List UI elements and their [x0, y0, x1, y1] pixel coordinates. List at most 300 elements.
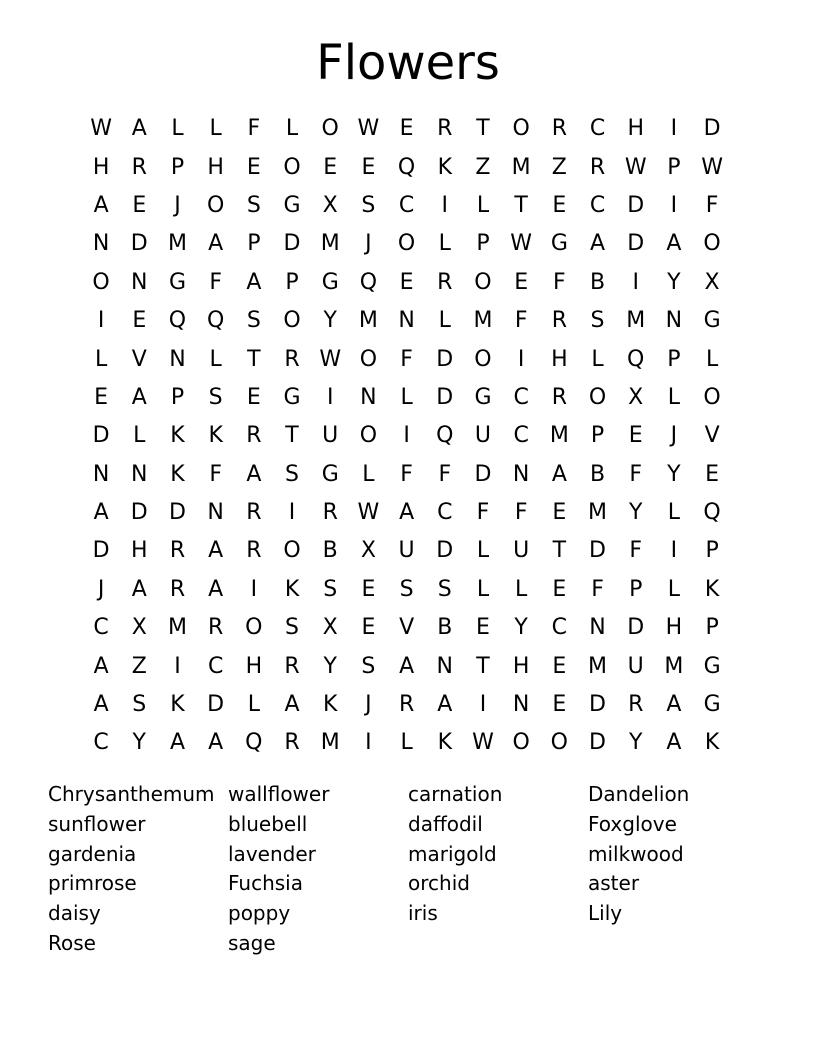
grid-cell: R [284, 730, 300, 756]
word-bank-item: wallflower [228, 782, 330, 806]
grid-cell: V [704, 423, 720, 449]
grid-cell: N [131, 461, 148, 487]
grid-cell: E [628, 423, 643, 449]
grid-cell: E [552, 192, 567, 218]
grid-cell: D [436, 346, 454, 372]
grid-cell: N [131, 269, 148, 295]
grid-cell: G [703, 308, 721, 334]
grid-cell: A [169, 730, 185, 756]
grid-cell: R [551, 116, 567, 142]
grid-cell: V [131, 346, 147, 372]
grid-cell: C [513, 423, 529, 449]
grid-cell: D [589, 692, 606, 718]
grid-cell: F [514, 308, 528, 334]
grid-cell: A [131, 576, 147, 602]
grid-cell: E [514, 269, 529, 295]
grid-cell: E [552, 576, 567, 602]
grid-cell: Z [475, 154, 491, 180]
grid-row [82, 379, 732, 417]
grid-cell: E [552, 692, 567, 718]
grid-row [82, 264, 732, 302]
grid-cell: I [97, 308, 105, 334]
grid-cell: M [167, 231, 187, 257]
grid-cell: L [438, 308, 451, 334]
grid-cell: E [132, 308, 147, 334]
grid-cell: S [323, 576, 338, 602]
grid-cell: S [246, 192, 261, 218]
grid-cell: O [512, 730, 530, 756]
grid-cell: O [588, 384, 607, 410]
grid-cell: L [400, 730, 413, 756]
grid-cell: A [246, 461, 262, 487]
grid-cell: E [552, 653, 567, 679]
grid-row [82, 571, 732, 609]
grid-cell: C [437, 500, 453, 526]
grid-cell: K [170, 423, 185, 449]
grid-cell: O [321, 116, 339, 142]
grid-cell: G [550, 231, 568, 257]
grid-cell: A [93, 653, 109, 679]
grid-cell: W [319, 346, 342, 372]
word-bank-item: Fuchsia [228, 871, 303, 896]
grid-cell: Q [245, 730, 263, 756]
grid-cell: X [628, 384, 644, 410]
grid-cell: L [400, 384, 413, 410]
grid-cell: O [474, 269, 492, 295]
word-bank-item: Chrysanthemum [48, 782, 215, 806]
grid-cell: E [246, 384, 261, 410]
grid-cell: R [169, 576, 186, 602]
grid-cell: L [667, 500, 681, 526]
grid-cell: G [283, 192, 301, 218]
grid-cell: C [93, 615, 109, 641]
grid-cell: D [703, 116, 721, 142]
grid-cell: F [400, 346, 413, 372]
grid-cell: F [209, 461, 222, 487]
grid-cell: K [704, 730, 720, 756]
grid-cell: E [361, 154, 376, 180]
word-bank-item: primrose [48, 871, 137, 896]
grid-cell: W [701, 154, 723, 180]
grid-cell: O [359, 423, 378, 449]
grid-cell: E [705, 461, 720, 487]
grid-cell: J [365, 692, 372, 718]
grid-cell: Q [703, 500, 721, 526]
grid-cell: R [131, 154, 147, 180]
grid-cell: G [703, 692, 721, 718]
grid-cell: L [133, 423, 146, 449]
word-bank-item: Foxglove [588, 811, 677, 836]
grid-cell: W [357, 500, 380, 526]
grid-cell: Q [168, 308, 187, 334]
grid-cell: T [476, 653, 490, 679]
word-bank-item: daffodil [408, 811, 483, 836]
grid-row [82, 302, 732, 340]
grid-cell: L [209, 116, 222, 142]
grid-cell: W [510, 231, 533, 257]
grid-cell: F [514, 500, 528, 526]
grid-cell: L [476, 192, 490, 218]
word-bank-item: iris [408, 901, 438, 926]
grid-cell: M [588, 653, 608, 679]
grid-row [82, 110, 732, 148]
grid-cell: A [208, 231, 224, 257]
grid-cell: B [589, 461, 606, 487]
grid-cell: L [285, 116, 299, 142]
grid-cell: S [361, 192, 376, 218]
grid-cell: P [170, 154, 185, 180]
grid-cell: D [92, 538, 110, 564]
grid-cell: J [97, 576, 105, 602]
word-bank-item: Dandelion [588, 782, 690, 806]
grid-cell: L [362, 461, 375, 487]
grid-row [82, 532, 732, 570]
grid-cell: S [285, 615, 300, 641]
grid-cell: I [517, 346, 525, 372]
grid-cell: N [398, 308, 415, 334]
grid-row [82, 647, 732, 685]
grid-cell: A [399, 500, 415, 526]
grid-cell: A [93, 192, 109, 218]
grid-cell: K [170, 692, 185, 718]
grid-cell: P [476, 231, 490, 257]
grid-cell: A [93, 692, 109, 718]
grid-cell: R [169, 538, 186, 564]
grid-cell: A [437, 692, 453, 718]
word-bank-item: milkwood [588, 841, 684, 866]
grid-cell: U [627, 653, 644, 679]
grid-cell: J [365, 231, 372, 257]
grid-cell: A [208, 730, 224, 756]
grid-cell: P [705, 538, 719, 564]
grid-cell: P [705, 615, 719, 641]
grid-cell: E [476, 615, 490, 641]
grid-cell: T [552, 538, 567, 564]
grid-row [82, 686, 732, 724]
word-bank [48, 780, 788, 959]
grid-cell: E [399, 269, 414, 295]
grid-cell: Q [397, 154, 416, 180]
grid-cell: U [513, 538, 530, 564]
grid-cell: D [436, 538, 454, 564]
grid-cell: D [627, 192, 645, 218]
grid-cell: T [247, 346, 261, 372]
grid-cell: H [665, 615, 683, 641]
grid-cell: R [246, 500, 262, 526]
word-bank-item: Rose [48, 930, 96, 955]
grid-cell: A [246, 269, 262, 295]
grid-cell: A [551, 461, 567, 487]
grid-cell: L [705, 346, 719, 372]
grid-cell: A [666, 692, 682, 718]
grid-cell: Z [131, 653, 147, 679]
grid-cell: A [208, 538, 224, 564]
grid-cell: P [667, 154, 681, 180]
grid-cell: R [551, 308, 567, 334]
grid-cell: E [552, 500, 567, 526]
grid-cell: R [246, 423, 262, 449]
grid-cell: S [361, 653, 376, 679]
grid-cell: H [92, 154, 110, 180]
grid-cell: H [131, 538, 148, 564]
grid-cell: I [670, 538, 678, 564]
grid-cell: O [359, 346, 378, 372]
grid-cell: A [399, 653, 415, 679]
grid-cell: S [132, 692, 147, 718]
grid-cell: H [207, 154, 224, 180]
word-bank-item: gardenia [48, 841, 137, 866]
grid-cell: D [130, 500, 148, 526]
grid-cell: E [361, 615, 376, 641]
grid-cell: C [589, 116, 606, 142]
grid-cell: E [323, 154, 338, 180]
grid-cell: G [474, 384, 492, 410]
word-bank-item: poppy [228, 901, 291, 926]
grid-cell: D [627, 615, 645, 641]
grid-cell: M [473, 308, 493, 334]
letter-grid [82, 110, 732, 763]
word-bank-item: sage [228, 930, 276, 955]
grid-cell: S [208, 384, 223, 410]
grid-cell: N [512, 692, 530, 718]
word-bank-item: marigold [408, 841, 497, 866]
grid-cell: Y [628, 730, 643, 756]
grid-cell: O [245, 615, 263, 641]
grid-cell: F [247, 116, 261, 142]
grid-cell: Y [132, 730, 146, 756]
grid-cell: A [666, 231, 682, 257]
grid-cell: Q [436, 423, 454, 449]
grid-cell: D [474, 461, 492, 487]
grid-cell: N [360, 384, 377, 410]
grid-cell: I [403, 423, 410, 449]
grid-cell: E [399, 116, 414, 142]
grid-cell: M [549, 423, 569, 449]
grid-cell: R [322, 500, 338, 526]
grid-cell: O [474, 346, 492, 372]
grid-cell: J [670, 423, 678, 449]
grid-cell: L [667, 384, 681, 410]
grid-cell: N [92, 231, 110, 257]
grid-cell: I [365, 730, 372, 756]
grid-cell: F [476, 500, 490, 526]
grid-cell: D [589, 730, 606, 756]
grid-cell: Y [323, 653, 337, 679]
grid-cell: F [553, 269, 566, 295]
grid-cell: A [131, 116, 147, 142]
grid-cell: C [589, 192, 606, 218]
grid-cell: K [437, 730, 452, 756]
grid-cell: F [705, 192, 719, 218]
grid-cell: U [322, 423, 339, 449]
grid-cell: P [590, 423, 605, 449]
grid-cell: L [476, 576, 490, 602]
grid-cell: M [320, 730, 340, 756]
grid-cell: F [438, 461, 452, 487]
grid-cell: E [361, 576, 376, 602]
grid-cell: B [589, 269, 606, 295]
grid-cell: Y [667, 461, 681, 487]
grid-cell: K [208, 423, 223, 449]
grid-cell: G [703, 653, 721, 679]
grid-cell: O [92, 269, 110, 295]
grid-cell: Q [627, 346, 645, 372]
grid-cell: L [171, 116, 184, 142]
grid-cell: O [703, 384, 721, 410]
grid-cell: F [629, 538, 643, 564]
grid-cell: F [629, 461, 643, 487]
grid-cell: M [664, 653, 684, 679]
grid-cell: L [209, 346, 222, 372]
grid-cell: X [322, 615, 338, 641]
grid-cell: R [551, 384, 567, 410]
grid-cell: A [208, 576, 224, 602]
grid-cell: I [632, 269, 639, 295]
grid-cell: A [131, 384, 147, 410]
grid-row [82, 724, 732, 762]
grid-cell: R [437, 269, 453, 295]
grid-cell: O [703, 231, 721, 257]
grid-cell: A [93, 500, 109, 526]
grid-cell: O [283, 308, 301, 334]
grid-cell: W [357, 116, 380, 142]
grid-cell: T [514, 192, 528, 218]
grid-cell: Q [359, 269, 378, 295]
grid-cell: W [624, 154, 647, 180]
grid-cell: L [94, 346, 108, 372]
grid-cell: U [474, 423, 492, 449]
grid-cell: E [94, 384, 109, 410]
grid-cell: S [285, 461, 300, 487]
grid-cell: N [92, 461, 110, 487]
grid-cell: N [589, 615, 606, 641]
grid-cell: W [472, 730, 494, 756]
grid-cell: D [627, 231, 645, 257]
grid-cell: D [92, 423, 110, 449]
grid-cell: O [283, 538, 301, 564]
grid-cell: G [321, 269, 339, 295]
grid-cell: S [437, 576, 452, 602]
grid-cell: I [441, 192, 449, 218]
grid-cell: C [513, 384, 529, 410]
grid-cell: D [436, 384, 454, 410]
grid-cell: X [131, 615, 147, 641]
grid-cell: G [321, 461, 339, 487]
grid-cell: E [246, 154, 261, 180]
grid-cell: D [207, 692, 225, 718]
grid-cell: T [285, 423, 299, 449]
grid-row [82, 456, 732, 494]
grid-cell: P [629, 576, 643, 602]
grid-cell: V [399, 615, 415, 641]
grid-cell: K [704, 576, 720, 602]
page-title: Flowers [316, 35, 500, 91]
word-bank-item: orchid [408, 871, 470, 896]
grid-cell: U [398, 538, 415, 564]
word-bank-item: daisy [48, 901, 101, 926]
grid-cell: L [591, 346, 604, 372]
grid-cell: I [174, 653, 181, 679]
grid-cell: N [207, 500, 224, 526]
grid-cell: O [550, 730, 568, 756]
grid-cell: X [322, 192, 338, 218]
grid-cell: F [209, 269, 222, 295]
grid-cell: R [628, 692, 644, 718]
grid-cell: M [167, 615, 187, 641]
grid-cell: O [512, 116, 530, 142]
grid-cell: C [207, 653, 224, 679]
word-bank-item: Lily [588, 901, 623, 926]
grid-cell: D [589, 538, 606, 564]
grid-cell: S [590, 308, 605, 334]
grid-cell: L [438, 231, 451, 257]
grid-cell: B [437, 615, 453, 641]
word-bank-item: bluebell [228, 811, 308, 836]
grid-cell: P [170, 384, 185, 410]
grid-row [82, 494, 732, 532]
grid-cell: H [245, 653, 263, 679]
grid-cell: K [170, 461, 185, 487]
grid-cell: A [666, 730, 682, 756]
grid-row [82, 609, 732, 647]
grid-cell: N [436, 653, 454, 679]
grid-row [82, 187, 732, 225]
grid-cell: W [90, 116, 112, 142]
grid-cell: C [551, 615, 568, 641]
grid-cell: L [247, 692, 260, 718]
grid-row [82, 225, 732, 263]
grid-cell: Y [514, 615, 528, 641]
grid-cell: Y [323, 308, 337, 334]
grid-cell: C [93, 730, 109, 756]
grid-cell: F [400, 461, 413, 487]
word-bank-item: lavender [228, 841, 316, 866]
grid-cell: T [476, 116, 490, 142]
grid-cell: R [398, 692, 415, 718]
grid-cell: P [247, 231, 261, 257]
grid-row [82, 148, 732, 186]
grid-cell: X [704, 269, 720, 295]
grid-cell: N [665, 308, 683, 334]
grid-cell: N [169, 346, 186, 372]
grid-cell: M [588, 500, 608, 526]
grid-cell: I [288, 500, 296, 526]
grid-cell: H [512, 653, 530, 679]
grid-cell: D [130, 231, 148, 257]
word-bank-item: sunflower [48, 811, 146, 836]
grid-cell: Y [667, 269, 681, 295]
grid-cell: S [246, 308, 261, 334]
grid-cell: Y [628, 500, 643, 526]
grid-cell: R [589, 154, 606, 180]
grid-cell: M [626, 308, 646, 334]
grid-cell: P [667, 346, 681, 372]
grid-cell: K [323, 692, 338, 718]
grid-cell: G [283, 384, 301, 410]
grid-cell: J [174, 192, 181, 218]
grid-cell: O [397, 231, 416, 257]
grid-cell: R [246, 538, 262, 564]
grid-cell: I [479, 692, 487, 718]
grid-cell: O [206, 192, 225, 218]
grid-cell: I [670, 192, 678, 218]
grid-cell: A [590, 231, 606, 257]
word-bank-item: aster [588, 871, 640, 896]
grid-cell: M [511, 154, 531, 180]
grid-cell: L [476, 538, 490, 564]
grid-cell: L [515, 576, 528, 602]
grid-cell: Q [206, 308, 225, 334]
